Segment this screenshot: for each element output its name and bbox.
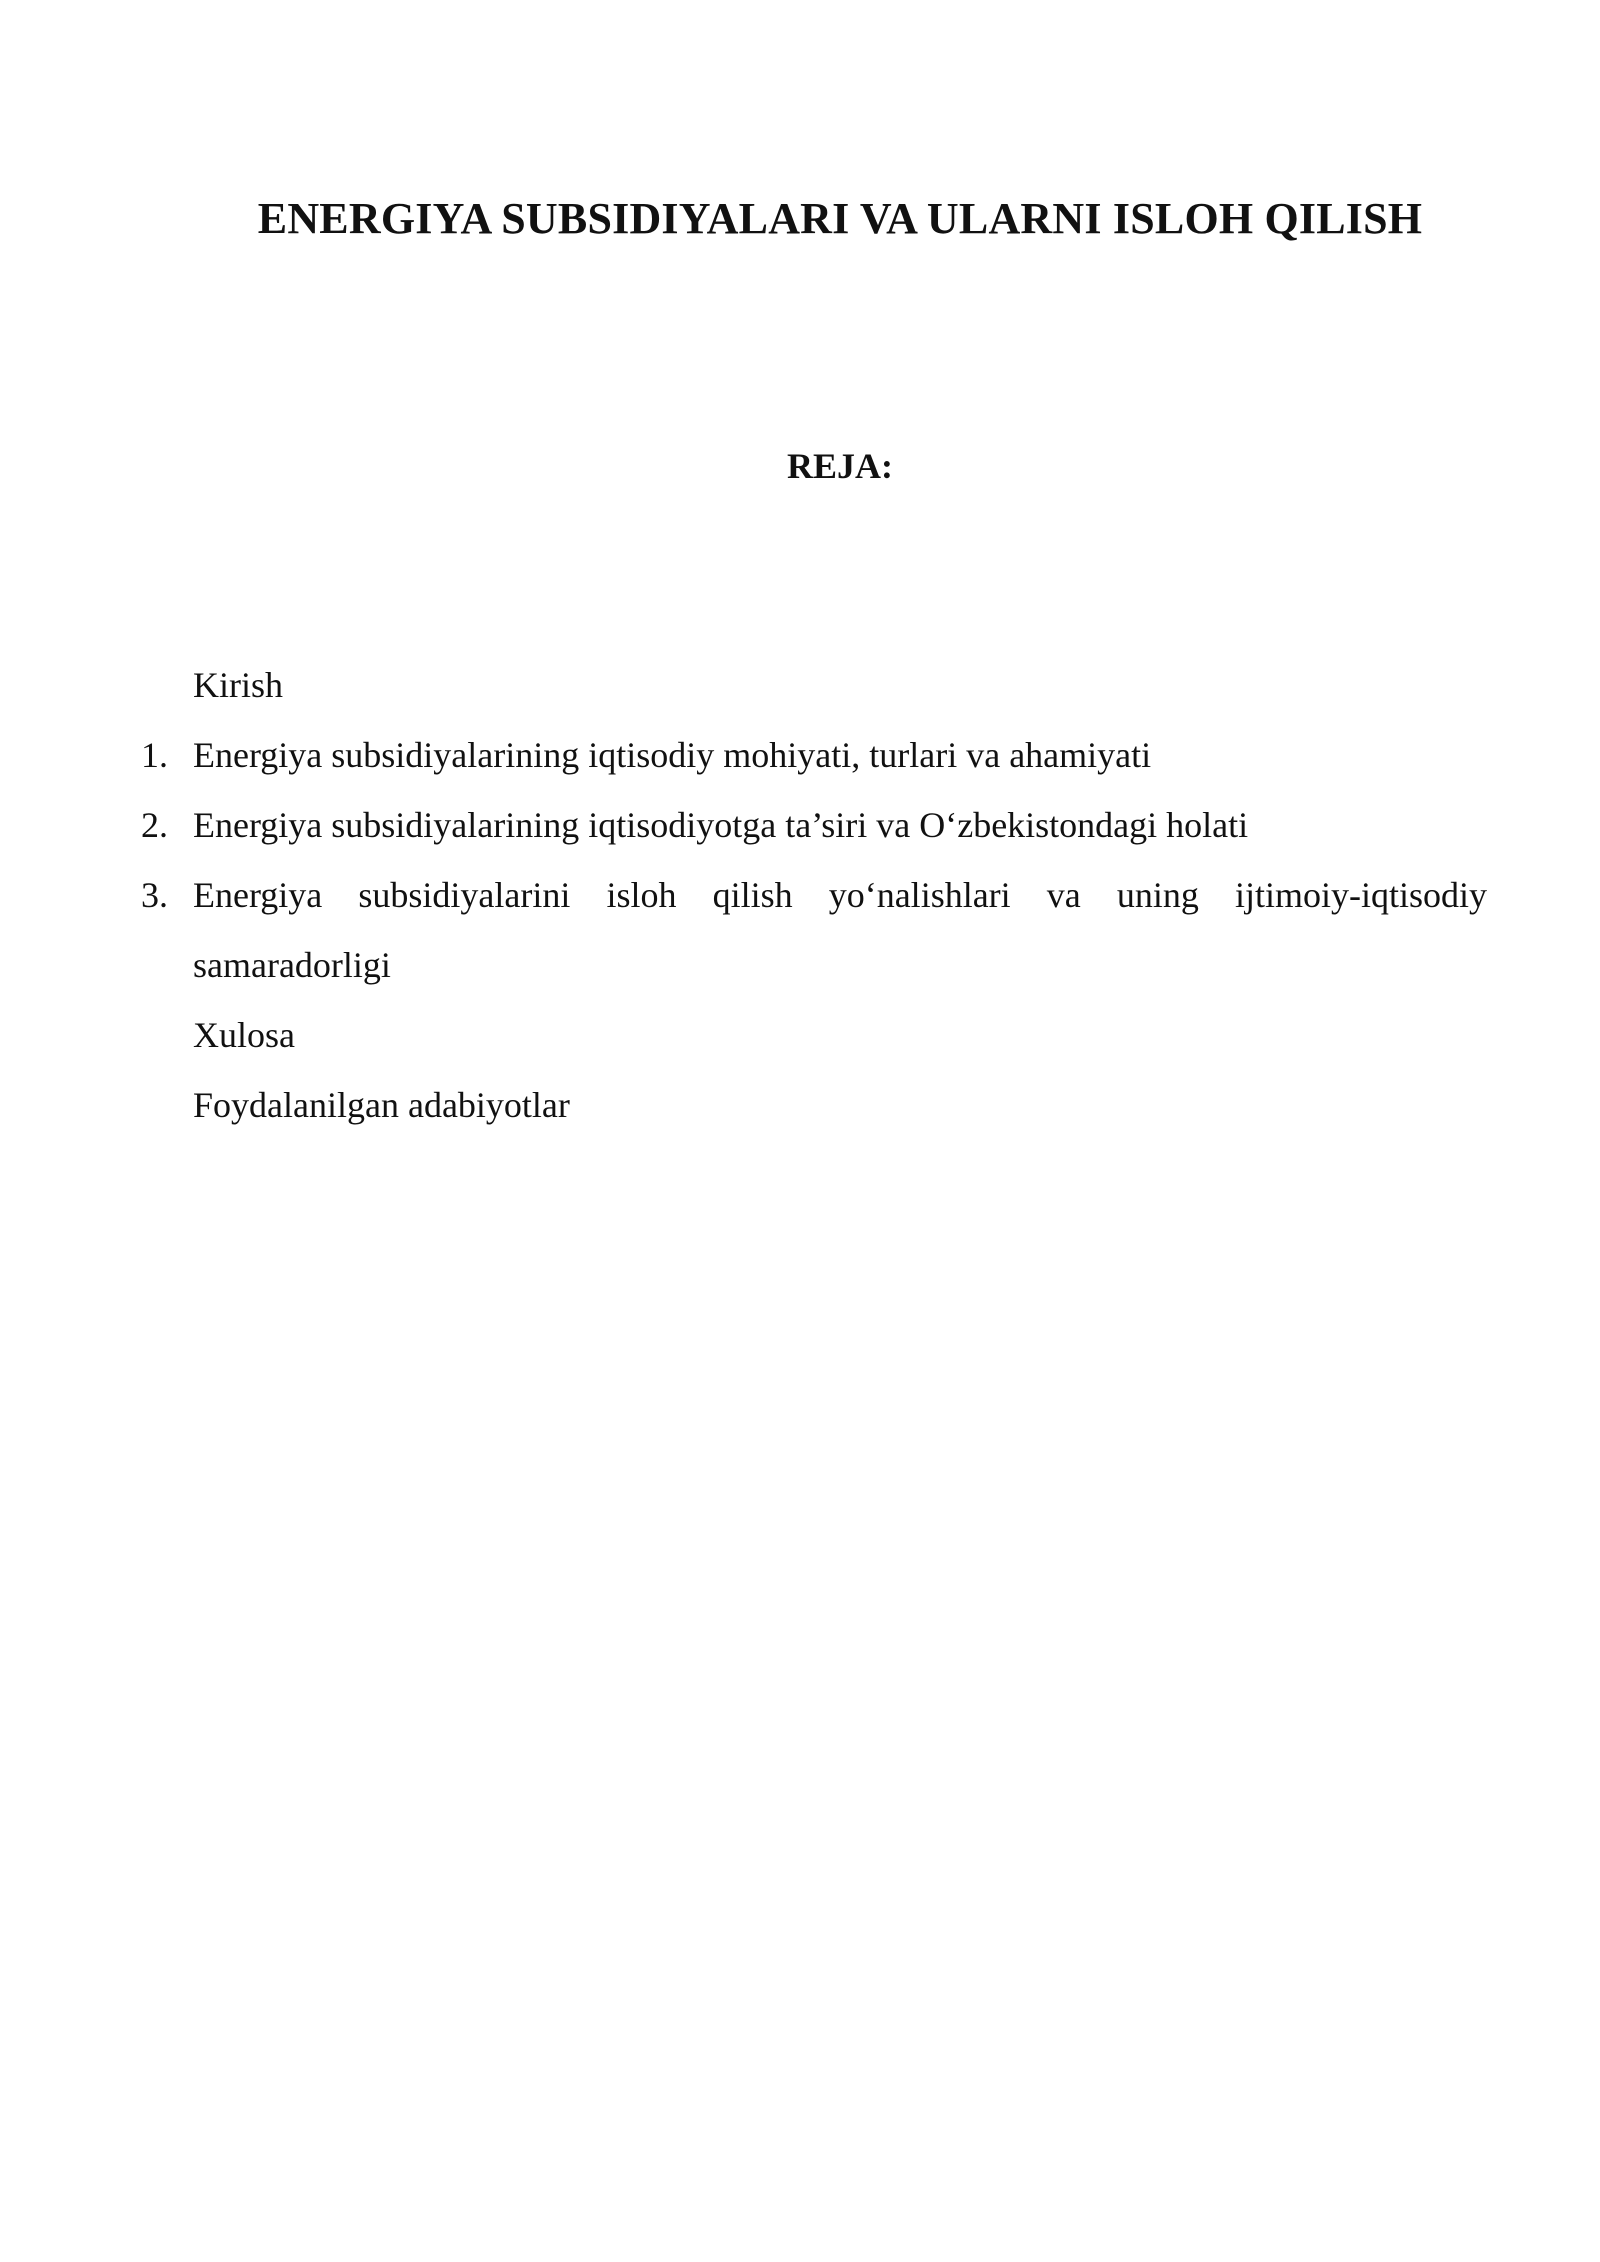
outline-intro-text: Kirish <box>193 665 283 705</box>
outline-item-1 <box>0 720 1600 790</box>
outline-item-text: Energiya subsidiyalarining iqtisodiy mohiyati, turlari va ahamiyati <box>193 735 1152 775</box>
outline-conclusion-text: Xulosa <box>193 1015 295 1055</box>
plan-heading: REJA: <box>787 446 893 486</box>
outline-item-number: 1. <box>141 735 168 775</box>
outline-item-2 <box>0 790 1600 860</box>
outline-references <box>0 1070 1600 1140</box>
outline-item-text: Energiya subsidiyalarini isloh qilish yo‘nalishlari va uning ijtimoiy-iqtisodiy samaradorligi <box>193 875 1487 985</box>
outline-intro <box>0 650 1600 720</box>
plan-outline <box>0 650 1600 1140</box>
outline-conclusion <box>0 1000 1600 1070</box>
outline-item-number: 3. <box>141 875 168 915</box>
outline-item-3 <box>0 860 1600 1000</box>
outline-references-text: Foydalanilgan adabiyotlar <box>193 1085 570 1125</box>
outline-item-text: Energiya subsidiyalarining iqtisodiyotga ta’siri va O‘zbekistondagi holati <box>193 805 1249 845</box>
document-title: ENERGIYA SUBSIDIYALARI VA ULARNI ISLOH QILISH <box>257 194 1423 243</box>
outline-item-number: 2. <box>141 805 168 845</box>
